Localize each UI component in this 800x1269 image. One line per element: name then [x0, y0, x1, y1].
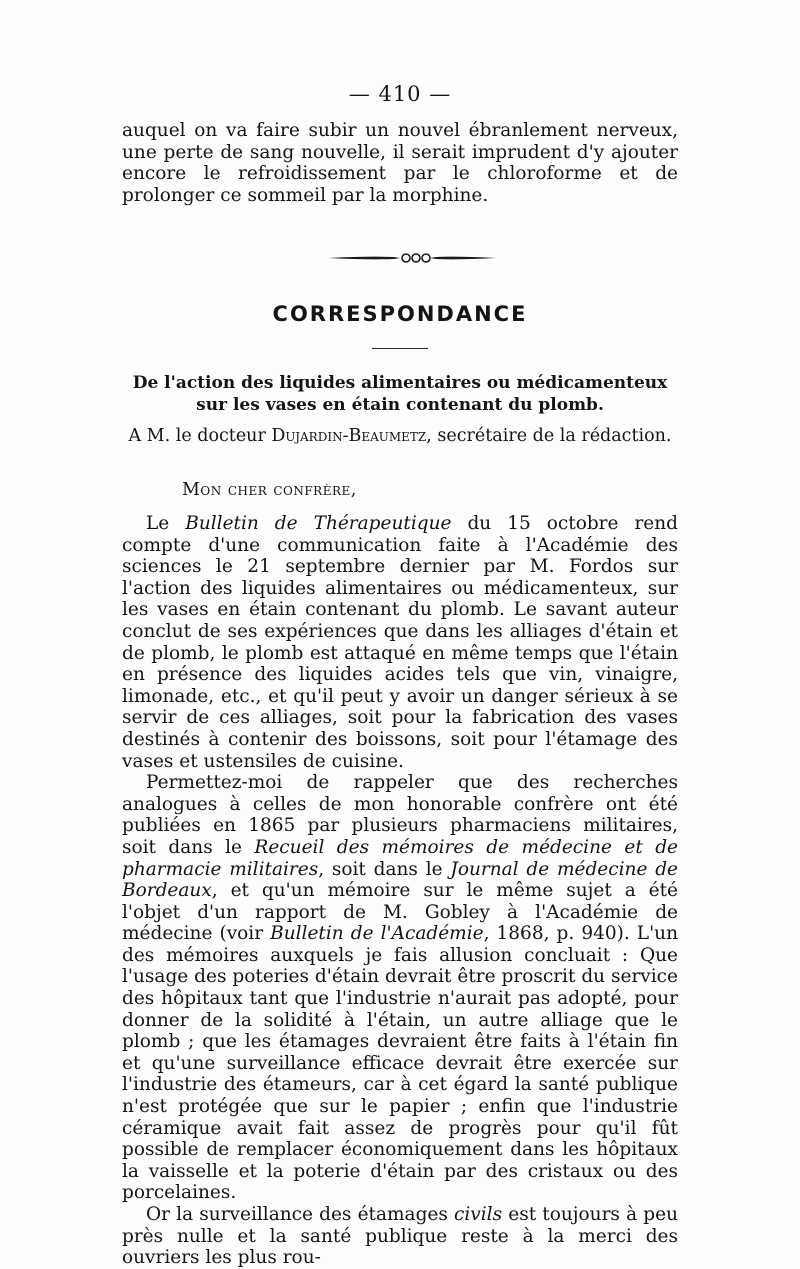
article-title: De l'action des liquides alimentaires ou médicamenteux sur les vases en étain contenant du plomb. [132, 373, 668, 415]
p2-text-e: , et qu'un mémoire sur le même sujet a été l'objet d'un rapport de M. Gobley à l'Académie de médecine (voir [122, 880, 678, 945]
p3-emphasis: civils [454, 1204, 503, 1225]
paragraph-1 [122, 513, 678, 772]
intro-paragraph: auquel on va faire subir un nouvel ébranlement nerveux, une perte de sang nouvelle, il serait imprudent d'y ajouter encore le refroidissement par le chloroforme et de prolonger ce sommeil par la morphine. [122, 120, 678, 206]
addressee-prefix: A M. le docteur [128, 426, 272, 446]
page-number: — 410 — [348, 82, 452, 106]
addressee-suffix: , secrétaire de la rédaction. [426, 426, 672, 446]
p3-text-c: est toujours à peu près nulle et la santé publique reste à la merci des ouvriers les plus rou- [122, 1204, 679, 1269]
p2-text-a: Permettez-moi de rappeler que des recherches analogues à celles de mon honorable confrère ont été publiées en 1865 par plusieurs pharmaciens militaires, soit dans le [122, 772, 678, 858]
paragraph-3 [122, 1204, 678, 1269]
p1-text-a: Le [146, 513, 186, 534]
p2-text-g: , 1868, p. 940). L'un des mémoires auxquels je fais allusion concluait : Que l'usage des poteries d'étain devrait être proscrit du service des hôpitaux tant que l'industrie n'aurait pas adopté, pour donner de la solidité à l'étain, un autre alliage que le plomb ; que les étamages devraient être faits à l'étain fin et qu'une surveillance efficace devrait être exercée sur l'industrie des étameurs, car à cet égard la santé publique n'est protégée que sur le papier ; enfin que l'industrie céramique avait fait assez de progrès pour qu'il fût possible de remplacer économiquement dans les hôpitaux la vaisselle et la poterie d'étain par des cristaux ou des porcelaines. [122, 923, 678, 1204]
heading-rule [372, 348, 428, 349]
p2-recueil-title: Recueil des mémoires de médecine et de pharmacie militaires [122, 836, 678, 880]
p1-text-c: du 15 octobre rend compte d'une communication faite à l'Académie des sciences le 21 septembre dernier par M. Fordos sur l'action des liquides alimentaires ou médicamenteux, sur les vases en étain contenant du plomb. Le savant auteur conclut de ses expériences que dans les alliages d'étain et de plomb, le plomb est attaqué en même temps que l'étain en présence des liquides acides tels que vin, vinaigre, limonade, etc., et qu'il peut y avoir un danger sérieux à se servir de ces alliages, soit pour la fabrication des vases destinés à contenir des boissons, soit pour l'étamage des vases et ustensiles de cuisine. [122, 513, 679, 772]
ornament-divider-icon [328, 252, 496, 264]
p1-journal-title: Bulletin de Thérapeutique [185, 513, 452, 534]
salutation: Mon cher confrère, [182, 480, 357, 500]
paragraph-2 [122, 772, 678, 1204]
p2-bulletin-title: Bulletin de l'Académie [270, 923, 484, 945]
addressee-name: Dujardin-Beaumetz [271, 426, 427, 446]
p2-text-c: , soit dans le [318, 858, 451, 880]
intro-block [122, 120, 678, 206]
section-heading: CORRESPONDANCE [272, 302, 528, 326]
p2-journal-title: Journal de médecine de Bordeaux [122, 858, 678, 902]
p3-text-a: Or la surveillance des étamages [146, 1204, 455, 1225]
letter-body [122, 513, 678, 1269]
addressee-line [0, 426, 800, 446]
